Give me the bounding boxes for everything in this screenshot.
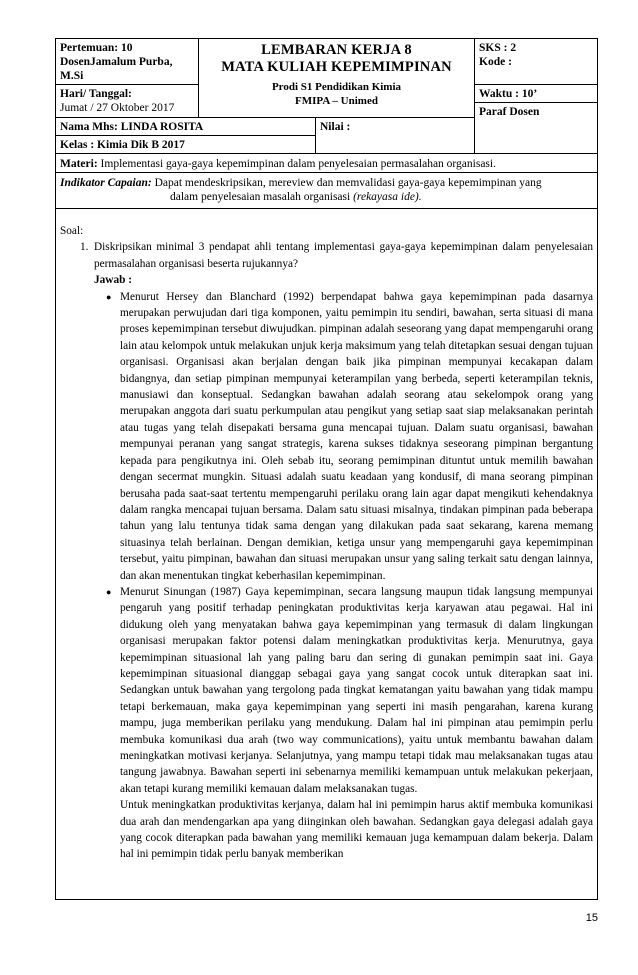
hari-cell: [56, 85, 199, 118]
pertemuan-text: Pertemuan: 10: [60, 42, 133, 54]
materi-text: Implementasi gaya-gaya kepemimpinan dalam penyelesaian permasalahan organisasi.: [97, 158, 496, 170]
answer-bullet-2: Menurut Sinungan (1987) Gaya kepemimpinan, secara langsung maupun tidak langsung mempunyai pengaruh yang positif terhadap peningkatan produktivitas kerja karyawan atau pegawai. Hal ini didukung oleh yang menyatakan bahwa gaya kepemimpinan yang termasuk di dalam lingkungan organisasi merupakan faktor potensi dalam meningkatkan produktivitas kerja. Menurutnya, gaya kepemimpinan situasional lah yang paling baru dan sering di gunakan pemimpin saat ini. Gaya kepemimpinan situasional dianggap sebagai gaya yang sangat cocok untuk diterapkan saat ini. Sedangkan untuk bawahan yang tergolong pada tingkat kematangan yaitu bawahan yang tidak mampu tetapi berkemauan, maka gaya kepemimpinan yang seperti ini masih pengarahan, karena kurang mampu, juga memberikan perilaku yang mendukung. Dalam hal ini pimpinan atau pemimpin perlu membuka komunikasi dua arah (two way communications), yaitu untuk membantu bawahan dalam meningkatkan motivasi kerjanya. Selanjutnya, yang mampu tetapi tidak mau melaksanakan tugas atau tangung jawabnya. Bawahan seperti ini sebenarnya memiliki kemampuan untuk melakukan pekerjaan, akan tetapi kurang memiliki kemauan dalam melaksanakan tugas.: [120, 585, 593, 795]
indikator-text1: Dapat mendeskripsikan, mereview dan memvalidasi gaya-gaya kepemimpinan yang: [151, 177, 542, 189]
hari-label: Hari/ Tanggal:: [60, 88, 132, 100]
dosen-line2: M.Si: [60, 70, 84, 82]
bullet-icon: ●: [106, 291, 112, 302]
subtitle-line1: Prodi S1 Pendidikan Kimia: [271, 81, 402, 93]
title-cell: [199, 39, 475, 118]
jawab-label: Jawab :: [94, 274, 132, 287]
indikator-label: Indikator Capaian:: [60, 177, 152, 189]
dosen-line1: DosenJamalum Purba,: [60, 56, 173, 68]
answer-bullet-1: Menurut Hersey dan Blanchard (1992) berpendapat bahwa gaya kepemimpinan pada dasarnya merupakan perwujudan dari tiga komponen, yaitu pemimpin itu sendiri, bawahan, serta situasi di mana proses kepemimpinan tersebut diwujudkan. pimpinan adalah seseorang yang dapat mempengaruhi orang lain atau kelompok untuk melakukan unjuk kerja maksimum yang telah ditetapkan sesuai dengan tujuan organisasi. Organisasi akan berjalan dengan baik jika pimpinan mempunyai kecakapan dalam bidangnya, dan setiap pimpinan mempunyai keterampilan yang berbeda, seperti keterampilan teknis, manusiawi dan konseptual. Sedangkan bawahan adalah seorang atau sekelompok orang yang merupakan anggota dari suatu perkumpulan atau pengikut yang setiap saat siap melaksanakan perintah atau tugas yang telah disepakati bersama guna mencapai tujuan. Dalam suatu organisasi, bawahan mempunyai peranan yang sangat strategis, karena sukses tidaknya seseorang pimpinan bergantung kepada para pengikutnya ini. Oleh sebab itu, seorang pemimpinan dituntut untuk memilih bawahan dengan secermat mungkin. Situasi adalah suatu keadaan yang kondusif, di mana seorang pimpinan berusaha pada saat-saat tertentu mempengaruhi perilaku orang lain agar dapat mengikuti kehendaknya dalam rangka mencapai tujuan bersama. Dalam satu situasi misalnya, tindakan pimpinan pada beberapa tahun yang lalu tentunya tidak sama dengan yang dilakukan pada saat sekarang, karena memang situasinya telah berlainan. Dengan demikian, ketiga unsur yang mempengaruhi gaya kepemimpinan tersebut, yaitu pimpinan, bawahan dan situasi merupakan unsur yang saling terkait satu dengan lainnya, dan akan menentukan tingkat keberhasilan kepemimpinan.: [120, 290, 593, 582]
subtitle-line2: FMIPA – Unimed: [295, 95, 378, 107]
indikator-text2: dalam penyelesaian masalah organisasi: [170, 191, 354, 203]
nilai-text: Nilai :: [320, 121, 351, 133]
materi-row: [56, 154, 597, 173]
indikator-row: [56, 173, 597, 208]
paraf-text: Paraf Dosen: [479, 106, 540, 118]
waktu-cell: [475, 85, 597, 103]
worksheet-frame: [55, 38, 598, 900]
title-line1: LEMBARAN KERJA 8: [261, 42, 412, 58]
soal-label: Soal:: [60, 225, 84, 237]
bullet-icon: ●: [106, 586, 112, 597]
kelas-text: Kelas : Kimia Dik B 2017: [60, 139, 185, 151]
page-number: 15: [585, 912, 598, 924]
pertemuan-cell: [56, 39, 199, 85]
answer-paragraph-3: Untuk meningkatkan produktivitas kerjanya, dalam hal ini pemimpin harus aktif membuka komunikasi dua arah dan mendengarkan apa yang diinginkan oleh bawahan. Sedangkan gaya delegasi adalah gaya yang cocok diterapkan pada bawahan yang memiliki kemauan juga kemampuan dalam bekerja. Dalam hal ini pemimpin tidak perlu banyak memberikan: [120, 799, 593, 861]
waktu-text: Waktu : 10’: [479, 88, 538, 100]
question-number: 1.: [80, 241, 89, 254]
hari-value: Jumat / 27 Oktober 2017: [60, 102, 175, 114]
nama-text: Nama Mhs: LINDA ROSITA: [60, 121, 204, 133]
question-text: Diskripsikan minimal 3 pendapat ahli tentang implementasi gaya-gaya kepemimpinan dalam penyelesaian permasalahan organisasi beserta rujukannya?: [94, 241, 593, 270]
sks-text: SKS : 2: [479, 42, 517, 54]
header-table: [56, 39, 597, 154]
sks-cell: [475, 39, 597, 85]
kelas-cell: [56, 136, 316, 154]
nama-cell: [56, 118, 316, 136]
kode-text: Kode :: [479, 56, 512, 68]
paraf-cell: [475, 103, 597, 154]
title-line2: MATA KULIAH KEPEMIMPINAN: [221, 59, 452, 75]
nilai-cell: [316, 118, 475, 154]
answer-body: [60, 211, 593, 863]
materi-label: Materi:: [60, 158, 98, 170]
indikator-text2-italic: (rekayasa ide).: [353, 191, 422, 203]
